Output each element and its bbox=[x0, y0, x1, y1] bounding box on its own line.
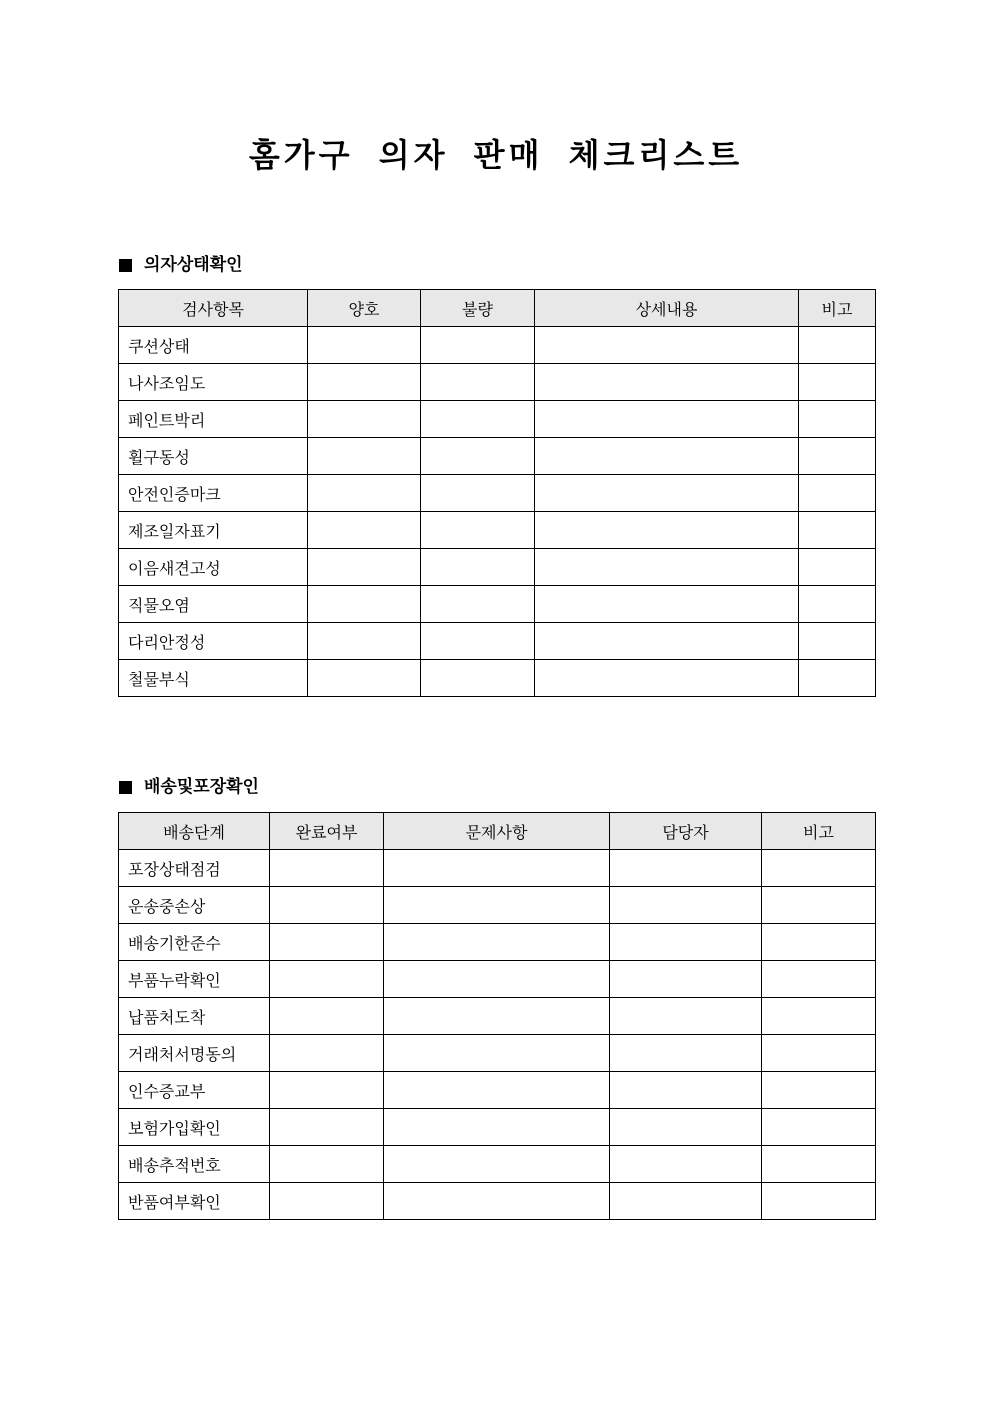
inspection-item: 휠구동성 bbox=[119, 438, 308, 475]
document-title: 홈가구 의자 판매 체크리스트 bbox=[248, 136, 744, 174]
issues-cell[interactable] bbox=[384, 1146, 610, 1183]
remarks-cell[interactable] bbox=[762, 1146, 876, 1183]
defect-cell[interactable] bbox=[421, 438, 535, 475]
completion-cell[interactable] bbox=[270, 850, 384, 887]
inspection-item: 제조일자표기 bbox=[119, 512, 308, 549]
column-header: 양호 bbox=[308, 290, 421, 327]
remarks-cell[interactable] bbox=[799, 512, 876, 549]
defect-cell[interactable] bbox=[421, 586, 535, 623]
defect-cell[interactable] bbox=[421, 364, 535, 401]
delivery-packaging-table bbox=[118, 812, 876, 1220]
assignee-cell[interactable] bbox=[610, 1183, 762, 1220]
table-row bbox=[119, 961, 876, 998]
remarks-cell[interactable] bbox=[799, 327, 876, 364]
chair-condition-table bbox=[118, 289, 876, 697]
good-cell[interactable] bbox=[308, 586, 421, 623]
defect-cell[interactable] bbox=[421, 660, 535, 697]
column-header: 문제사항 bbox=[384, 813, 610, 850]
delivery-stage: 운송중손상 bbox=[119, 887, 270, 924]
assignee-cell[interactable] bbox=[610, 961, 762, 998]
issues-cell[interactable] bbox=[384, 850, 610, 887]
square-bullet-icon bbox=[119, 781, 132, 794]
issues-cell[interactable] bbox=[384, 887, 610, 924]
table-row bbox=[119, 1146, 876, 1183]
completion-cell[interactable] bbox=[270, 1146, 384, 1183]
table-row bbox=[119, 1035, 876, 1072]
column-header: 완료여부 bbox=[270, 813, 384, 850]
table-row bbox=[119, 1072, 876, 1109]
table-header-row bbox=[119, 290, 876, 327]
table-row bbox=[119, 887, 876, 924]
good-cell[interactable] bbox=[308, 327, 421, 364]
assignee-cell[interactable] bbox=[610, 924, 762, 961]
inspection-item: 나사조임도 bbox=[119, 364, 308, 401]
details-cell[interactable] bbox=[535, 623, 799, 660]
remarks-cell[interactable] bbox=[762, 998, 876, 1035]
good-cell[interactable] bbox=[308, 475, 421, 512]
remarks-cell[interactable] bbox=[799, 475, 876, 512]
inspection-item: 철물부식 bbox=[119, 660, 308, 697]
remarks-cell[interactable] bbox=[799, 364, 876, 401]
remarks-cell[interactable] bbox=[762, 961, 876, 998]
remarks-cell[interactable] bbox=[799, 401, 876, 438]
delivery-stage: 배송추적번호 bbox=[119, 1146, 270, 1183]
table-row bbox=[119, 623, 876, 660]
delivery-stage: 보험가입확인 bbox=[119, 1109, 270, 1146]
completion-cell[interactable] bbox=[270, 924, 384, 961]
remarks-cell[interactable] bbox=[762, 1072, 876, 1109]
table-row bbox=[119, 850, 876, 887]
details-cell[interactable] bbox=[535, 660, 799, 697]
defect-cell[interactable] bbox=[421, 623, 535, 660]
table-row bbox=[119, 660, 876, 697]
inspection-item: 이음새견고성 bbox=[119, 549, 308, 586]
details-cell[interactable] bbox=[535, 438, 799, 475]
inspection-item: 직물오염 bbox=[119, 586, 308, 623]
remarks-cell[interactable] bbox=[762, 850, 876, 887]
details-cell[interactable] bbox=[535, 401, 799, 438]
remarks-cell[interactable] bbox=[762, 1109, 876, 1146]
delivery-stage: 부품누락확인 bbox=[119, 961, 270, 998]
assignee-cell[interactable] bbox=[610, 1146, 762, 1183]
completion-cell[interactable] bbox=[270, 887, 384, 924]
remarks-cell[interactable] bbox=[799, 438, 876, 475]
completion-cell[interactable] bbox=[270, 961, 384, 998]
issues-cell[interactable] bbox=[384, 961, 610, 998]
column-header: 비고 bbox=[762, 813, 876, 850]
defect-cell[interactable] bbox=[421, 401, 535, 438]
remarks-cell[interactable] bbox=[762, 1183, 876, 1220]
remarks-cell[interactable] bbox=[799, 623, 876, 660]
assignee-cell[interactable] bbox=[610, 1072, 762, 1109]
table-row bbox=[119, 512, 876, 549]
details-cell[interactable] bbox=[535, 549, 799, 586]
delivery-stage: 인수증교부 bbox=[119, 1072, 270, 1109]
section-heading-label: 의자상태확인 bbox=[144, 255, 243, 275]
section-heading-chair-condition bbox=[119, 253, 243, 277]
column-header: 검사항목 bbox=[119, 290, 308, 327]
remarks-cell[interactable] bbox=[799, 549, 876, 586]
delivery-stage: 포장상태점검 bbox=[119, 850, 270, 887]
remarks-cell[interactable] bbox=[799, 660, 876, 697]
assignee-cell[interactable] bbox=[610, 887, 762, 924]
column-header: 불량 bbox=[421, 290, 535, 327]
table-row bbox=[119, 586, 876, 623]
delivery-stage: 납품처도착 bbox=[119, 998, 270, 1035]
table-row bbox=[119, 1183, 876, 1220]
completion-cell[interactable] bbox=[270, 1035, 384, 1072]
inspection-item: 페인트박리 bbox=[119, 401, 308, 438]
table-header-row bbox=[119, 813, 876, 850]
inspection-item: 쿠션상태 bbox=[119, 327, 308, 364]
remarks-cell[interactable] bbox=[799, 586, 876, 623]
issues-cell[interactable] bbox=[384, 1109, 610, 1146]
completion-cell[interactable] bbox=[270, 998, 384, 1035]
table-row bbox=[119, 401, 876, 438]
good-cell[interactable] bbox=[308, 438, 421, 475]
assignee-cell[interactable] bbox=[610, 1035, 762, 1072]
table-row bbox=[119, 475, 876, 512]
table-row bbox=[119, 549, 876, 586]
good-cell[interactable] bbox=[308, 549, 421, 586]
defect-cell[interactable] bbox=[421, 327, 535, 364]
defect-cell[interactable] bbox=[421, 475, 535, 512]
assignee-cell[interactable] bbox=[610, 998, 762, 1035]
defect-cell[interactable] bbox=[421, 549, 535, 586]
table-row bbox=[119, 327, 876, 364]
completion-cell[interactable] bbox=[270, 1183, 384, 1220]
good-cell[interactable] bbox=[308, 364, 421, 401]
issues-cell[interactable] bbox=[384, 1035, 610, 1072]
section-heading-delivery-packaging bbox=[119, 775, 259, 799]
square-bullet-icon bbox=[119, 259, 132, 272]
issues-cell[interactable] bbox=[384, 1072, 610, 1109]
details-cell[interactable] bbox=[535, 512, 799, 549]
issues-cell[interactable] bbox=[384, 998, 610, 1035]
table-row bbox=[119, 364, 876, 401]
issues-cell[interactable] bbox=[384, 1183, 610, 1220]
good-cell[interactable] bbox=[308, 401, 421, 438]
table-row bbox=[119, 1109, 876, 1146]
assignee-cell[interactable] bbox=[610, 1109, 762, 1146]
good-cell[interactable] bbox=[308, 623, 421, 660]
remarks-cell[interactable] bbox=[762, 924, 876, 961]
column-header: 배송단계 bbox=[119, 813, 270, 850]
delivery-stage: 반품여부확인 bbox=[119, 1183, 270, 1220]
good-cell[interactable] bbox=[308, 660, 421, 697]
inspection-item: 다리안정성 bbox=[119, 623, 308, 660]
details-cell[interactable] bbox=[535, 364, 799, 401]
assignee-cell[interactable] bbox=[610, 850, 762, 887]
defect-cell[interactable] bbox=[421, 512, 535, 549]
section-heading-label: 배송및포장확인 bbox=[144, 777, 259, 797]
details-cell[interactable] bbox=[535, 586, 799, 623]
column-header: 비고 bbox=[799, 290, 876, 327]
details-cell[interactable] bbox=[535, 475, 799, 512]
delivery-stage: 배송기한준수 bbox=[119, 924, 270, 961]
issues-cell[interactable] bbox=[384, 924, 610, 961]
column-header: 담당자 bbox=[610, 813, 762, 850]
column-header: 상세내용 bbox=[535, 290, 799, 327]
inspection-item: 안전인증마크 bbox=[119, 475, 308, 512]
remarks-cell[interactable] bbox=[762, 887, 876, 924]
table-row bbox=[119, 438, 876, 475]
completion-cell[interactable] bbox=[270, 1109, 384, 1146]
completion-cell[interactable] bbox=[270, 1072, 384, 1109]
good-cell[interactable] bbox=[308, 512, 421, 549]
remarks-cell[interactable] bbox=[762, 1035, 876, 1072]
table-row bbox=[119, 998, 876, 1035]
details-cell[interactable] bbox=[535, 327, 799, 364]
delivery-stage: 거래처서명동의 bbox=[119, 1035, 270, 1072]
table-row bbox=[119, 924, 876, 961]
